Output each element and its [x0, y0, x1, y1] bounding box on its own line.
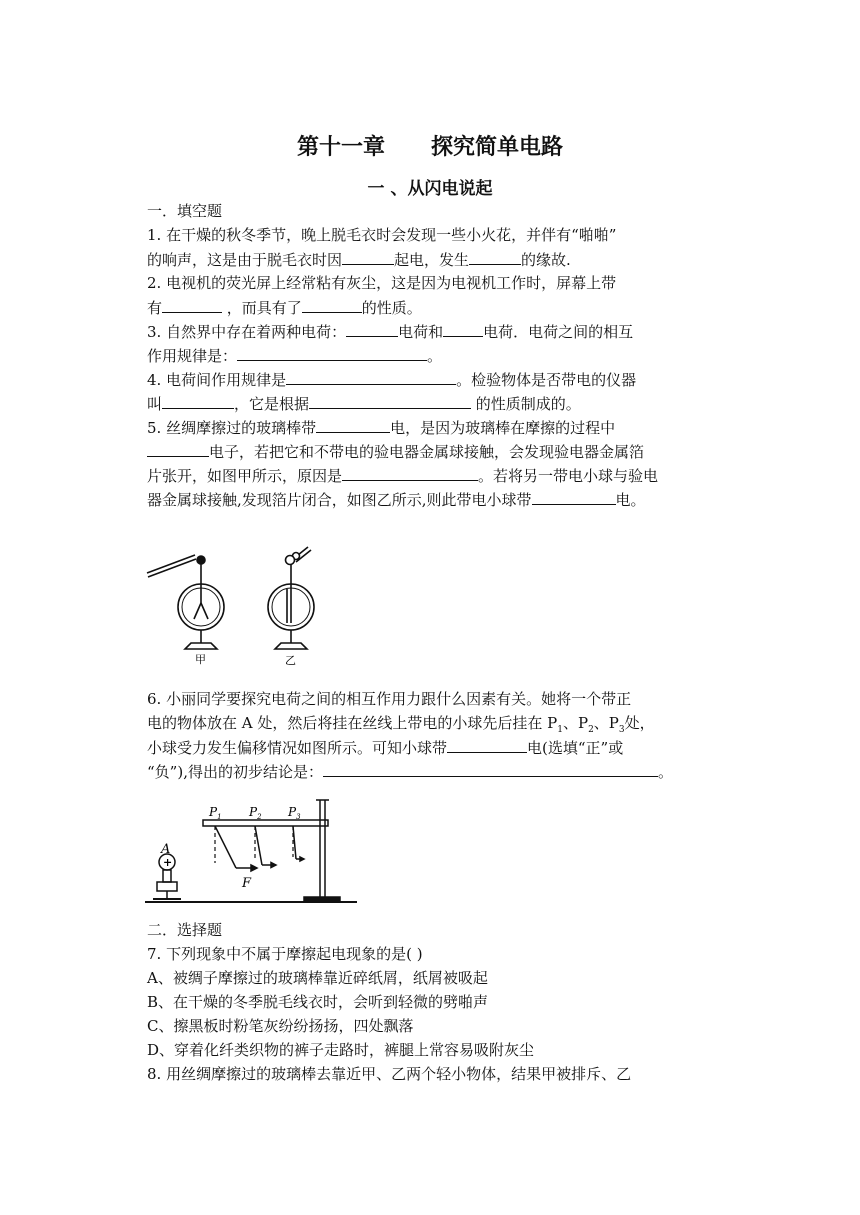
q4-line1: 4. 电荷间作用规律是 。检验物体是否带电的仪器 — [147, 371, 637, 389]
q2-blank-1[interactable] — [162, 297, 222, 313]
label-plus: + — [163, 856, 173, 869]
q5-line3: 片张开，如图甲所示，原因是 。若将另一带电小球与验电 — [147, 467, 659, 485]
q2-blank-2[interactable] — [302, 297, 362, 313]
q3-blank-3[interactable] — [237, 345, 427, 361]
charge-force-figure — [145, 795, 360, 907]
part1-header: 一．填空题 — [147, 202, 223, 220]
chapter-name: 探究简单电路 — [431, 135, 564, 160]
q5-blank-4[interactable] — [532, 489, 616, 505]
label-P3: $P_3$ — [288, 805, 301, 821]
q3-line2: 作用规律是： 。 — [147, 347, 443, 365]
label-yi: 乙 — [285, 654, 296, 667]
q7-stem: 7. 下列现象中不属于摩擦起电现象的是( ) — [147, 945, 423, 963]
q8-stem: 8. 用丝绸摩擦过的玻璃棒去靠近甲、乙两个轻小物体，结果甲被排斥、乙 — [147, 1065, 632, 1083]
q4-blank-1[interactable] — [286, 369, 456, 385]
q5-line4: 器金属球接触,发现箔片闭合，如图乙所示,则此带电小球带 电。 — [147, 491, 646, 509]
label-F: F — [242, 876, 252, 891]
q3-line1: 3. 自然界中存在着两种电荷： 电荷和 电荷．电荷之间的相互 — [147, 323, 634, 341]
q1-line1: 1. 在干燥的秋冬季节，晚上脱毛衣时会发现一些小火花，并伴有“啪啪” — [147, 226, 617, 244]
q7-option-c[interactable]: C、擦黑板时粉笔灰纷纷扬扬，四处飘落 — [147, 1017, 414, 1035]
q2-line2: 有 ，而具有了 的性质。 — [147, 299, 422, 317]
q3-blank-1[interactable] — [346, 321, 398, 337]
q3-blank-2[interactable] — [443, 321, 483, 337]
part2-header: 二．选择题 — [147, 921, 223, 939]
chapter-title — [0, 130, 860, 161]
q5-line2: 电子，若把它和不带电的验电器金属球接触，会发现验电器金属箔 — [147, 441, 644, 462]
chapter-number: 第十一章 — [296, 135, 385, 160]
label-P2: $P_2$ — [249, 805, 262, 821]
q4-line2: 叫 ，它是根据 的性质制成的。 — [147, 395, 581, 413]
q5-blank-1[interactable] — [316, 417, 390, 433]
q1-blank-1[interactable] — [342, 249, 394, 265]
label-jia: 甲 — [195, 653, 206, 666]
q6-line2: 电的物体放在 A 处，然后将挂在丝线上带电的小球先后挂在 $P_1$、$P_2$、$P_3$处， — [147, 714, 655, 735]
section-title: 一 、从闪电说起 — [367, 179, 493, 199]
q6-blank-2[interactable] — [323, 761, 658, 777]
label-A: A — [161, 842, 171, 857]
q5-blank-2[interactable] — [147, 441, 209, 457]
q5-blank-3[interactable] — [342, 465, 478, 481]
q4-blank-3[interactable] — [309, 393, 471, 409]
q6-line1: 6. 小丽同学要探究电荷之间的相互作用力跟什么因素有关。她将一个带正 — [147, 690, 632, 708]
label-P1: $P_1$ — [209, 805, 222, 821]
q4-blank-2[interactable] — [162, 393, 234, 409]
q2-line1: 2. 电视机的荧光屏上经常粘有灰尘，这是因为电视机工作时，屏幕上带 — [147, 274, 617, 292]
q6-line4: “负”),得出的初步结论是： 。 — [147, 763, 673, 781]
q1-blank-2[interactable] — [469, 249, 521, 265]
q6-line3: 小球受力发生偏移情况如图所示。可知小球带 电(选填“正”或 — [147, 739, 624, 757]
q7-option-b[interactable]: B、在干燥的冬季脱毛线衣时，会听到轻微的劈啪声 — [147, 993, 489, 1011]
q7-option-d[interactable]: D、穿着化纤类织物的裤子走路时，裤腿上常容易吸附灰尘 — [147, 1041, 535, 1059]
q7-option-a[interactable]: A、被绸子摩擦过的玻璃棒靠近碎纸屑，纸屑被吸起 — [147, 969, 488, 987]
q1-line2: 的响声，这是由于脱毛衣时因 起电，发生 的缘故. — [147, 251, 571, 269]
electroscope-figure — [145, 545, 335, 670]
q6-blank-1[interactable] — [447, 737, 527, 753]
q5-line1: 5. 丝绸摩擦过的玻璃棒带 电，是因为玻璃棒在摩擦的过程中 — [147, 419, 616, 437]
